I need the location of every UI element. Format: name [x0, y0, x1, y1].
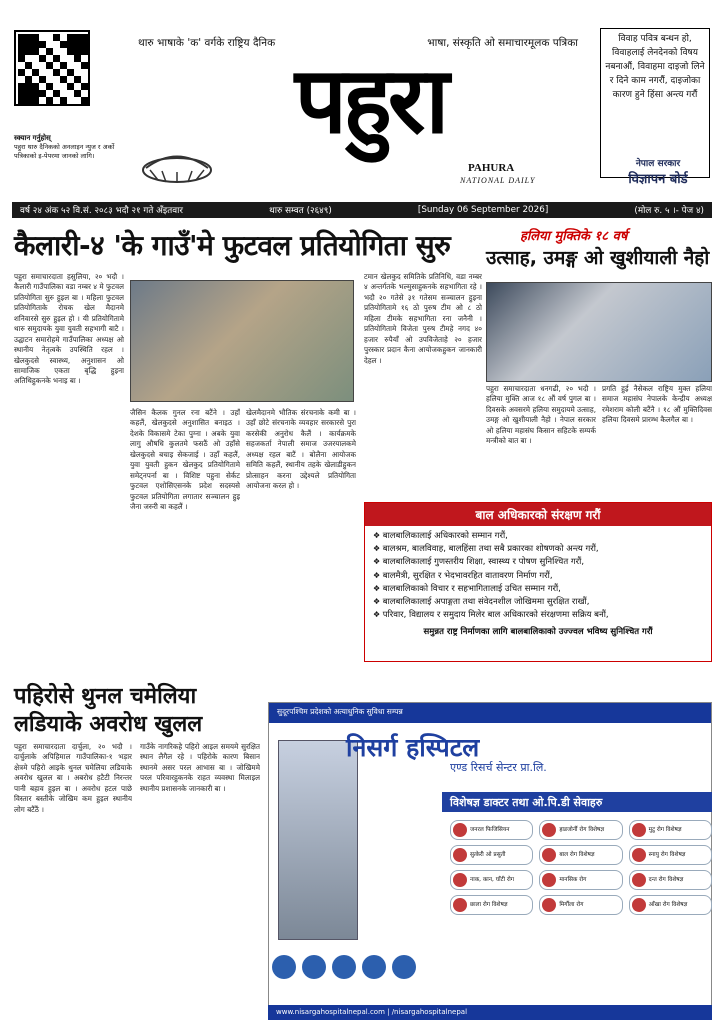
- qr-code[interactable]: [14, 30, 90, 106]
- qr-cell: [81, 62, 88, 69]
- department-item: [629, 870, 712, 890]
- department-label: हाडजोर्नी रोग विशेषज्ञ: [559, 826, 605, 833]
- list-item: ❖ बालबालिकालाई गुणस्तरीय शिक्षा, स्वास्थ्य र पोषण सुनिश्चित गरौं,: [373, 556, 703, 569]
- department-item: [450, 870, 533, 890]
- department-label: सुत्केरी ओ प्रसुती: [470, 851, 506, 858]
- football-event-photo: [130, 280, 354, 402]
- qr-cell: [53, 69, 60, 76]
- qr-cell: [25, 41, 32, 48]
- article-haliya-col2: प्रगति हुई नैसेकल राष्ट्रिय मुक्त हलिया समाज महासंघ नेपालके केन्द्रीय अध्यक्ष रमेशराम कोली बटैंनै । १८ औं मुक्तिदिवस हलिया दिवसमे प्रारम्भ कैलगैल बा ।: [602, 384, 712, 425]
- department-item: [539, 820, 622, 840]
- list-item: ❖ बालबालिकालाई अधिकारको सम्मान गरौं,: [373, 530, 703, 543]
- qr-cell: [67, 34, 74, 41]
- qr-cell: [39, 76, 46, 83]
- price-info: (मोल रु. ५ ।- पेज ४): [634, 206, 704, 216]
- department-item: [450, 845, 533, 865]
- article-landslide-col1: पहुरा समाचारदाता दार्चुला, २० भदौ । दार्चुलाके अपिहिमाल गाउँपालिका-१ भड़ार क्षेत्रमे पहिरो आइके थुनल चमेलिया लडियाके अवरोध खुलल बा । अबरोध हटैटी निरन्तर पानी बहाव हुइल बा । अवरोध हटल पाछे विस्तार बस्तीके जोखिम कम हुइल स्थानीय लोग बटैंठैं ।: [14, 742, 132, 814]
- qr-cell: [46, 83, 53, 90]
- qr-cell: [74, 90, 81, 97]
- article-football-col3: खेलमैदानमे भौतिक संरचनाके कमी बा । उहाँ छोटे संरचनाके व्यवहार सरकारसे पुरा करसेकी अनुरोध कैलैं । कार्यक्रमके सहजकर्ता नेपाली समाज उजरयालकमे अध्यक्ष रहल बाटैं । बोलैना आयोजक समिति कहलैं, स्थानीय तहके खेलाडीहुकन प्रोत्साहन करना उद्देश्यले प्रतियोगिता आयोजना करल हो ।: [246, 408, 356, 491]
- department-label: छाला रोग विशेषज्ञ: [470, 901, 508, 908]
- qr-cell: [81, 97, 88, 104]
- department-item: [539, 870, 622, 890]
- qr-cell: [46, 48, 53, 55]
- headline-haliya-tag: हलिया मुक्तिके १८ वर्ष: [520, 229, 628, 244]
- qr-cell: [25, 48, 32, 55]
- department-item: [450, 895, 533, 915]
- service-icon: [302, 955, 326, 979]
- qr-cell: [81, 41, 88, 48]
- masthead: पहुरा: [294, 46, 446, 154]
- qr-cell: [25, 62, 32, 69]
- qr-cell: [53, 90, 60, 97]
- article-football-col2: जैसिन कैलक गुनल रना बटैंने । उहाँ कहलैं, खेलकुदसे अनुशासित बनाइठ । देशके विकासमे टेका पुग्ना । अबके युवा लागु औषधि कुलतमे फसठैं ओ उहाँसे खेलकुदसे बचाइ सेकजाई । उहाँ कहलैं, युवा युवती हुकन खेलकुद प्रतियोगितामे समेट्नपर्ना बा । विशिष्ट पहुना सेर्कट फुटवल एशोसिएसनके प्रदेश सदस्यसे फुटवल प्रतियोगिता लगातार सञ्चालन हुइ जैना जरुरी बा कहलैं ।: [130, 408, 240, 511]
- qr-cell: [18, 34, 25, 41]
- qr-cell: [46, 62, 53, 69]
- qr-cell: [32, 48, 39, 55]
- dowry-ad-text: विवाह पवित्र बन्धन हो, विवाहलाई लेनदेनको विषय नबनाऔं, विवाहमा दाइजो लिने र दिने काम नगरौं, दाइजोका कारण हुने हिंसा अन्त्य गरौं: [605, 34, 705, 100]
- department-icon: [542, 898, 556, 912]
- service-icon: [332, 955, 356, 979]
- hospital-specialist-banner: विशेषज्ञ डाक्टर तथा ओ.पि.डी सेवाहरु: [442, 792, 712, 812]
- qr-cell: [25, 76, 32, 83]
- qr-cell: [32, 83, 39, 90]
- list-item: ❖ बालबालिकाको विचार र सहभागितालाई उचित सम्मान गरौं,: [373, 583, 703, 596]
- list-item: ❖ बालश्रम, बालविवाह, बालहिंसा तथा सबै प्रकारका शोषणको अन्त्य गरौं,: [373, 543, 703, 556]
- qr-caption-title: स्क्यान गर्नुहोस्: [14, 134, 51, 142]
- qr-cell: [60, 62, 67, 69]
- department-label: दन्त रोग विशेषज्ञ: [648, 876, 684, 883]
- qr-cell: [74, 48, 81, 55]
- date-bar: [12, 202, 712, 218]
- issue-info: वर्ष २४ अंक ५२ वि.सं. २०८३ भदौ २१ गते अँइतवार: [20, 206, 183, 216]
- qr-cell: [18, 83, 25, 90]
- qr-cell: [46, 97, 53, 104]
- department-icon: [632, 873, 646, 887]
- qr-cell: [60, 97, 67, 104]
- qr-cell: [67, 69, 74, 76]
- qr-cell: [39, 90, 46, 97]
- qr-cell: [81, 34, 88, 41]
- gov-board: विज्ञापन बोर्ड: [628, 172, 688, 187]
- department-label: स्नायु रोग विशेषज्ञ: [648, 851, 686, 858]
- department-label: जनरल फिजिसियन: [470, 826, 510, 833]
- hospital-ad-header: सुदूरपश्चिम प्रदेशको अत्याधुनिक सुविधा सम्पन्न: [269, 703, 711, 723]
- qr-cell: [25, 90, 32, 97]
- tharu-samvat: थारु सम्वत (२६४९): [269, 206, 332, 216]
- qr-cell: [74, 76, 81, 83]
- department-icon: [453, 898, 467, 912]
- headline-haliya[interactable]: उत्साह, उमङ्ग ओ खुशीयाली नैहो: [486, 247, 710, 269]
- child-rights-title: बाल अधिकारको संरक्षण गरौं: [365, 503, 711, 526]
- child-rights-notice: [364, 502, 712, 662]
- qr-cell: [53, 34, 60, 41]
- gov-label: नेपाल सरकार: [635, 159, 681, 169]
- article-football-col4: टमान खेलकुद समितिके प्रतिनिधि, वडा नम्बर ४ अन्तर्गतके भल्मुसाहुकनके सहभागिता रहे । भदौ २० गतेसे ३१ गतेसम सञ्चालन हुइना प्रतियोगितामे १६ ठो पुरुष टीम ओ ८ ठो महिला टीमके सहभागिता रना जनैनी । प्रतियोगितामे विजेता पुरुष टीमहे नगद ४० हजार रुपैयाँ ओ उपविजेताहे २० हजार पुरस्कार प्रदान कैना आयोजकहुकन जानकारी देहल ।: [364, 272, 482, 365]
- department-icon: [632, 898, 646, 912]
- qr-cell: [53, 55, 60, 62]
- department-label: बाल रोग विशेषज्ञ: [559, 851, 595, 858]
- department-icon: [542, 873, 556, 887]
- list-item: ❖ बालबालिकालाई अपाङ्गता तथा संवेदनशील जोखिममा सुरक्षित राखौं,: [373, 596, 703, 609]
- qr-cell: [67, 41, 74, 48]
- qr-caption-text: पहुरा थारु दैनिकको अनलाइन न्युज र अर्को पत्रिकाको इ-पेपरमा जानको लागि।: [14, 143, 115, 161]
- qr-cell: [25, 83, 32, 90]
- qr-cell: [18, 55, 25, 62]
- headline-landslide-line1[interactable]: पहिरोसे थुनल चमेलिया: [14, 684, 197, 709]
- qr-cell: [32, 90, 39, 97]
- qr-cell: [32, 69, 39, 76]
- service-icon: [362, 955, 386, 979]
- department-item: [539, 845, 622, 865]
- qr-cell: [39, 41, 46, 48]
- department-item: [450, 820, 533, 840]
- department-label: आँखा रोग विशेषज्ञ: [648, 901, 688, 908]
- qr-cell: [60, 76, 67, 83]
- article-landslide-col2: गाउँके नागरिकहे पहिरो आइल समयमे सुरक्षित स्थान लैगैल रहे । पहिरोके कारण बिसान स्थानमे असर परल आभास बा । जोखिममे परल परिवारहुकनके राहत व्यवस्था मिलाइल स्थानीय प्रशासनके जानकारी बा ।: [140, 742, 260, 793]
- masthead-english: PAHURA: [468, 162, 515, 174]
- hospital-service-icons: [272, 955, 452, 979]
- department-label: मिर्गौला रोग: [559, 901, 584, 908]
- qr-cell: [67, 83, 74, 90]
- qr-cell: [18, 41, 25, 48]
- qr-cell: [74, 55, 81, 62]
- article-football-col1: पहुरा समाचारदाता हसुलिया, २० भदौ । कैलारी गाउँपालिका वडा नम्बर ४ मे फुटवल प्रतियोगिता सुरु हुइल बा । महिला फुटवल प्रतियोगिताके रोचक खेल मैदानमे शनिवारसे सुरु हुइल हो । यी प्रतियोगितामे थारु समुदायके युवा युवती सहभागी बाटै । उद्घाटन समारोहमे गाउँपालिका अध्यक्ष ओ स्थानीय नेतृत्वके उपस्थिति रहल । खेलकुदसे स्वास्थ्य, अनुशासन ओ सामाजिक एकता बृद्धि हुइना अतिथिहुकनके भनाइ बा ।: [14, 272, 124, 386]
- gov-ad-board: [608, 156, 708, 187]
- tagline-right: भाषा, संस्कृति ओ समाचारमूलक पत्रिका: [427, 37, 578, 49]
- child-rights-list: [365, 526, 711, 626]
- qr-cell: [18, 97, 25, 104]
- qr-cell: [32, 97, 39, 104]
- haliya-event-photo: [486, 282, 712, 382]
- hospital-footer[interactable]: www.nisargahospitalnepal.com | /nisargahospitalnepal: [268, 1005, 712, 1020]
- department-icon: [542, 848, 556, 862]
- department-label: मानसिक रोग: [559, 876, 587, 883]
- qr-cell: [18, 48, 25, 55]
- list-item: ❖ परिवार, विद्यालय र समुदाय मिलेर बाल अधिकारको संरक्षणमा सक्रिय बनौं,: [373, 609, 703, 622]
- department-label: मुटु रोग विशेषज्ञ: [648, 826, 682, 833]
- child-rights-footer: समुन्नत राष्ट्र निर्माणका लागि बालबालिकाको उज्ज्वल भविष्य सुनिश्चित गरौं: [423, 627, 653, 638]
- department-icon: [453, 848, 467, 862]
- qr-cell: [25, 34, 32, 41]
- qr-cell: [32, 41, 39, 48]
- hospital-title: निसर्ग हस्पिटल: [346, 733, 480, 762]
- department-item: [539, 895, 622, 915]
- qr-cell: [39, 55, 46, 62]
- tagline-left: थारु भाषाके 'क' वर्गके राष्ट्रिय दैनिक: [138, 37, 276, 49]
- department-icon: [632, 848, 646, 862]
- department-item: [629, 820, 712, 840]
- english-date: [Sunday 06 September 2026]: [417, 205, 549, 215]
- qr-caption: [14, 134, 124, 161]
- department-item: [629, 845, 712, 865]
- department-icon: [632, 823, 646, 837]
- national-daily: NATIONAL DAILY: [460, 176, 536, 185]
- qr-cell: [32, 34, 39, 41]
- hospital-building-image: [278, 740, 358, 940]
- department-item: [629, 895, 712, 915]
- qr-cell: [18, 69, 25, 76]
- hospital-departments: [450, 820, 712, 915]
- department-icon: [542, 823, 556, 837]
- qr-cell: [74, 34, 81, 41]
- qr-cell: [60, 41, 67, 48]
- basket-logo: [138, 140, 216, 185]
- hospital-subtitle: एण्ड रिसर्च सेन्टर प्रा.लि.: [450, 761, 547, 774]
- headline-football[interactable]: कैलारी-४ 'के गाउँ'मे फुटवल प्रतियोगिता सुरु: [14, 229, 451, 262]
- qr-cell: [81, 48, 88, 55]
- headline-landslide-line2[interactable]: लडियाके अवरोध खुलल: [14, 712, 203, 737]
- department-icon: [453, 823, 467, 837]
- service-icon: [272, 955, 296, 979]
- article-haliya-col1: पहुरा समाचारदाता धनगढी, २० भदौ । हलिया मुक्ति आज १८ औं वर्ष पुगल बा । दिवसके अवसरमे हलिया समुदायमे उत्साह, उमङ्ग ओ खुशीयाली नैहो । नेपाल सरकार ओ हलिया महासंघ किसान सहिटके सम्पर्क मन्त्रीको बात बा ।: [486, 384, 596, 446]
- qr-cell: [18, 90, 25, 97]
- qr-cell: [67, 48, 74, 55]
- qr-cell: [74, 41, 81, 48]
- department-icon: [453, 873, 467, 887]
- service-icon: [392, 955, 416, 979]
- qr-cell: [81, 83, 88, 90]
- qr-cell: [25, 97, 32, 104]
- list-item: ❖ बालमैत्री, सुरक्षित र भेदभावरहित वातावरण निर्माण गरौं,: [373, 570, 703, 583]
- department-label: नाक, कान, घाँटी रोग: [470, 876, 515, 883]
